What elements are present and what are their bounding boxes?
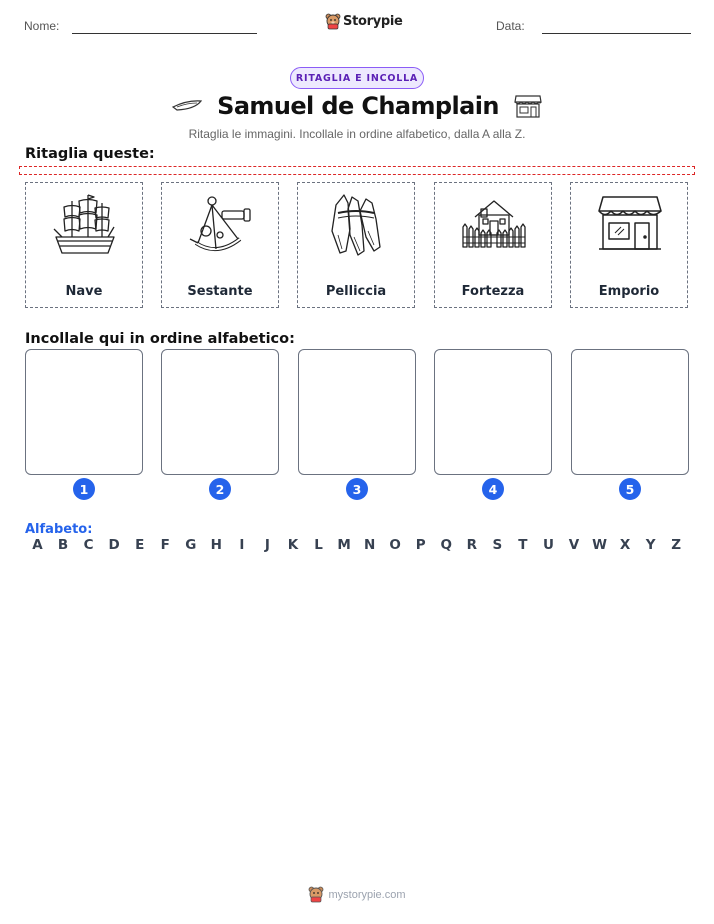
alphabet-row <box>25 537 689 553</box>
date-label: Data: <box>496 19 525 33</box>
brand-name: Storypie <box>343 14 403 29</box>
sextant-icon <box>186 191 256 261</box>
number-badge-3: 3 <box>346 478 368 500</box>
paste-heading: Incollale qui in ordine alfabetico: <box>25 331 295 347</box>
paste-box-2[interactable] <box>161 349 279 475</box>
footer-url[interactable]: mystorypie.com <box>328 888 406 901</box>
number-badge-2: 2 <box>209 478 231 500</box>
card-label: Pelliccia <box>325 284 387 299</box>
alphabet-letter: U <box>542 537 554 553</box>
cut-heading: Ritaglia queste: <box>25 146 155 162</box>
card-label: Emporio <box>598 284 660 299</box>
alphabet-letter: M <box>337 537 351 553</box>
alphabet-letter: Z <box>671 537 682 553</box>
alphabet-letter: C <box>83 537 94 553</box>
activity-badge: RITAGLIA E INCOLLA <box>290 67 424 89</box>
fur-pelts-icon <box>322 191 392 261</box>
alphabet-letter: T <box>518 537 528 553</box>
cut-card-fortezza[interactable] <box>434 182 552 308</box>
alphabet-letter: F <box>160 537 170 553</box>
footer <box>0 886 714 903</box>
alphabet-letter: R <box>466 537 477 553</box>
cut-card-sestante[interactable] <box>161 182 279 308</box>
alphabet-letter: W <box>592 537 607 553</box>
bear-mascot-icon <box>325 13 341 30</box>
cut-card-nave[interactable] <box>25 182 143 308</box>
sailing-ship-icon <box>50 191 120 261</box>
card-label: Sestante <box>187 284 253 299</box>
alphabet-letter: G <box>185 537 197 553</box>
paste-box-4[interactable] <box>434 349 552 475</box>
alphabet-letter: J <box>264 537 270 553</box>
cut-card-emporio[interactable] <box>570 182 688 308</box>
canoe-icon <box>171 98 203 114</box>
alphabet-letter: Q <box>440 537 452 553</box>
alphabet-letter: P <box>415 537 426 553</box>
cut-line <box>19 166 695 175</box>
number-badge-4: 4 <box>482 478 504 500</box>
alphabet-letter: H <box>210 537 222 553</box>
name-label: Nome: <box>24 19 60 33</box>
bear-mascot-icon <box>308 886 324 903</box>
alphabet-letter: Y <box>645 537 656 553</box>
alphabet-letter: A <box>32 537 43 553</box>
alphabet-letter: V <box>568 537 580 553</box>
date-line[interactable] <box>542 33 691 34</box>
paste-box-5[interactable] <box>571 349 689 475</box>
alphabet-letter: I <box>239 537 245 553</box>
cut-card-pelliccia[interactable] <box>297 182 415 308</box>
shop-icon <box>513 93 543 119</box>
alphabet-letter: S <box>492 537 503 553</box>
instructions: Ritaglia le immagini. Incollale in ordine alfabetico, dalla A alla Z. <box>188 127 526 141</box>
fort-icon <box>459 191 529 261</box>
page-title: Samuel de Champlain <box>217 92 499 120</box>
number-badge-5: 5 <box>619 478 641 500</box>
alphabet-letter: L <box>314 537 323 553</box>
paste-box-1[interactable] <box>25 349 143 475</box>
alphabet-letter: D <box>108 537 120 553</box>
alphabet-title: Alfabeto: <box>25 522 93 537</box>
store-icon <box>595 191 665 261</box>
alphabet-letter: B <box>57 537 69 553</box>
brand-logo <box>325 13 403 30</box>
name-line[interactable] <box>72 33 257 34</box>
alphabet-letter: O <box>389 537 401 553</box>
title-row <box>0 92 714 120</box>
number-badge-1: 1 <box>73 478 95 500</box>
alphabet-letter: E <box>135 537 145 553</box>
alphabet-letter: K <box>287 537 299 553</box>
alphabet-letter: X <box>619 537 631 553</box>
paste-box-3[interactable] <box>298 349 416 475</box>
alphabet-letter: N <box>363 537 376 553</box>
card-label: Nave <box>65 284 103 299</box>
card-label: Fortezza <box>461 284 525 299</box>
